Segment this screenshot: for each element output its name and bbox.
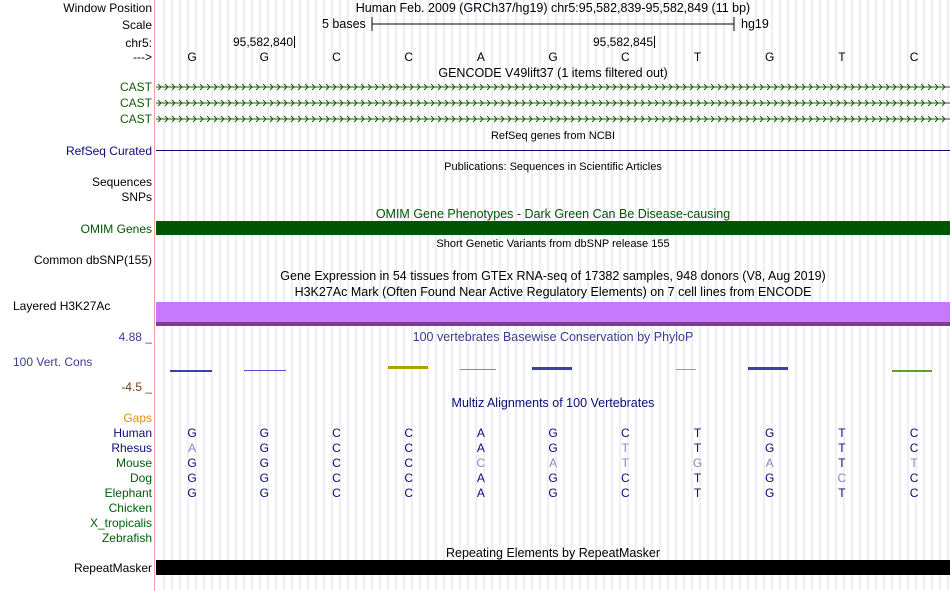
alignment-base: T — [838, 426, 846, 440]
species-label[interactable]: Chicken — [108, 501, 152, 515]
alignment-base: G — [187, 456, 197, 470]
phylop-mark-4 — [460, 369, 496, 370]
species-label[interactable]: Mouse — [115, 456, 152, 470]
phylop-mark-1 — [170, 370, 212, 372]
reference-base: C — [620, 50, 630, 64]
coordinate-2: 95,582,845 — [593, 35, 654, 49]
gencode-row-label-2[interactable]: CAST — [119, 96, 152, 110]
alignment-base: T — [693, 486, 702, 500]
scale-label: Scale — [121, 18, 152, 32]
publications-track-title[interactable]: Publications: Sequences in Scientific Articles — [444, 161, 662, 173]
reference-base: G — [765, 50, 775, 64]
alignment-base: G — [259, 441, 269, 455]
alignment-base: G — [187, 486, 197, 500]
alignment-base: A — [476, 426, 485, 440]
alignment-base: C — [909, 426, 919, 440]
alignment-base: T — [621, 456, 629, 470]
gencode-transcripts[interactable] — [156, 80, 950, 128]
omim-track-label[interactable]: OMIM Genes — [80, 222, 152, 236]
alignment-base: T — [838, 456, 846, 470]
species-label[interactable]: Rhesus — [111, 441, 152, 455]
window-position-text: Human Feb. 2009 (GRCh37/hg19) chr5:95,582,839-95,582,849 (11 bp) — [355, 1, 751, 15]
alignment-base: T — [693, 471, 702, 485]
chromosome-label: chr5: — [125, 36, 152, 50]
alignment-base: A — [765, 456, 774, 470]
alignment-base: A — [549, 456, 558, 470]
h3k27ac-track-title[interactable]: H3K27Ac Mark (Often Found Near Active Regulatory Elements) on 7 cell lines from ENCODE — [294, 285, 812, 299]
alignment-base: C — [909, 486, 919, 500]
alignment-base: C — [404, 471, 414, 485]
window-position-label: Window Position — [63, 1, 152, 15]
alignment-base: A — [476, 441, 485, 455]
side-gutter — [154, 0, 155, 591]
refseq-track-title[interactable]: RefSeq genes from NCBI — [490, 130, 616, 142]
phylop-track-title[interactable]: 100 vertebrates Basewise Conservation by PhyloP — [412, 330, 694, 344]
phylop-mark-8 — [892, 370, 932, 372]
alignment-base: T — [621, 441, 629, 455]
publications-sequences-label[interactable]: Sequences — [91, 175, 152, 189]
alignment-base: G — [548, 471, 558, 485]
alignment-base: C — [837, 471, 847, 485]
alignment-base: G — [548, 486, 558, 500]
reference-base: C — [332, 50, 341, 64]
alignment-base: T — [693, 426, 702, 440]
alignment-base: T — [838, 441, 846, 455]
alignment-base: G — [259, 486, 269, 500]
alignment-base: C — [332, 486, 341, 500]
alignment-base: G — [259, 471, 269, 485]
coordinate-tick-1 — [233, 35, 295, 49]
phylop-track-label[interactable]: 100 Vert. Cons — [13, 355, 93, 369]
reference-base: G — [259, 50, 269, 64]
alignment-base: C — [404, 426, 414, 440]
publications-snps-label[interactable]: SNPs — [121, 190, 152, 204]
alignment-base: G — [187, 426, 197, 440]
alignment-base: C — [620, 486, 630, 500]
alignment-base: G — [765, 426, 775, 440]
h3k27ac-signal-base — [156, 322, 950, 326]
reference-base: C — [909, 50, 919, 64]
strand-arrow-label: ---> — [133, 50, 152, 64]
alignment-base: C — [332, 471, 341, 485]
refseq-track-label[interactable]: RefSeq Curated — [65, 144, 152, 158]
reference-base: T — [838, 50, 846, 64]
coordinate-tick-2 — [593, 35, 655, 49]
phylop-mark-6 — [676, 369, 696, 370]
alignment-base: A — [476, 486, 485, 500]
alignment-base: C — [404, 456, 414, 470]
h3k27ac-signal[interactable] — [156, 302, 950, 322]
reference-base: G — [548, 50, 558, 64]
dbsnp-track-title[interactable]: Short Genetic Variants from dbSNP release 155 — [436, 238, 670, 250]
gaps-label[interactable]: Gaps — [123, 411, 152, 425]
gencode-row-label-1[interactable]: CAST — [119, 80, 152, 94]
species-label[interactable]: X_tropicalis — [89, 516, 152, 530]
alignment-base: C — [909, 441, 919, 455]
alignment-base: C — [620, 471, 630, 485]
reference-base: G — [187, 50, 197, 64]
alignment-base: G — [548, 441, 558, 455]
phylop-min-label: -4.5 _ — [121, 380, 152, 394]
species-label[interactable]: Dog — [129, 471, 152, 485]
phylop-mark-5 — [532, 367, 572, 370]
repeatmasker-track-label[interactable]: RepeatMasker — [73, 561, 152, 575]
alignment-base: G — [765, 471, 775, 485]
species-label[interactable]: Zebrafish — [101, 531, 152, 545]
phylop-mark-3 — [388, 366, 428, 369]
alignment-base: C — [332, 426, 341, 440]
refseq-gene-line[interactable] — [156, 150, 950, 151]
alignment-base: C — [404, 441, 414, 455]
dbsnp-track-label[interactable]: Common dbSNP(155) — [33, 253, 152, 267]
phylop-mark-7 — [748, 367, 788, 370]
alignment-base: T — [693, 441, 702, 455]
alignment-base: C — [404, 486, 414, 500]
scale-bar — [370, 16, 738, 32]
alignment-base: C — [332, 441, 341, 455]
alignment-base: C — [909, 471, 919, 485]
reference-base: T — [693, 50, 702, 64]
repeatmasker-bar[interactable] — [156, 560, 950, 575]
gencode-track-title[interactable]: GENCODE V49lift37 (1 items filtered out) — [438, 66, 668, 80]
phylop-wiggle[interactable] — [156, 362, 950, 376]
reference-base: A — [476, 50, 485, 64]
omim-track-title[interactable]: OMIM Gene Phenotypes - Dark Green Can Be Disease-causing — [375, 207, 731, 221]
scale-bases-text: 5 bases — [322, 17, 366, 31]
alignment-base: C — [332, 456, 341, 470]
h3k27ac-track-label[interactable]: Layered H3K27Ac — [13, 299, 111, 313]
alignment-base: T — [910, 456, 918, 470]
species-label[interactable]: Elephant — [104, 486, 152, 500]
gtex-track-title[interactable]: Gene Expression in 54 tissues from GTEx RNA-seq of 17382 samples, 948 donors (V8, Aug 2019) — [280, 269, 826, 283]
phylop-mark-2 — [244, 370, 286, 371]
phylop-max-label: 4.88 _ — [118, 330, 152, 344]
omim-gene-bar[interactable] — [156, 221, 950, 235]
coordinate-1: 95,582,840 — [233, 35, 294, 49]
gencode-row-label-3[interactable]: CAST — [119, 112, 152, 126]
alignment-base: G — [259, 426, 269, 440]
alignment-base: G — [692, 456, 703, 470]
alignment-base: A — [476, 471, 485, 485]
alignment-base: G — [187, 471, 197, 485]
multiz-track-title[interactable]: Multiz Alignments of 100 Vertebrates — [451, 396, 655, 410]
assembly-label: hg19 — [741, 17, 769, 31]
alignment-base: T — [838, 486, 846, 500]
alignment-base: C — [476, 456, 486, 470]
reference-base: C — [404, 50, 414, 64]
alignment-base: G — [259, 456, 269, 470]
species-label[interactable]: Human — [113, 426, 152, 440]
repeatmasker-track-title[interactable]: Repeating Elements by RepeatMasker — [445, 546, 660, 560]
alignment-base: C — [620, 426, 630, 440]
alignment-base: G — [765, 486, 775, 500]
alignment-base: G — [548, 426, 558, 440]
alignment-base: A — [188, 441, 197, 455]
alignment-base: G — [765, 441, 775, 455]
